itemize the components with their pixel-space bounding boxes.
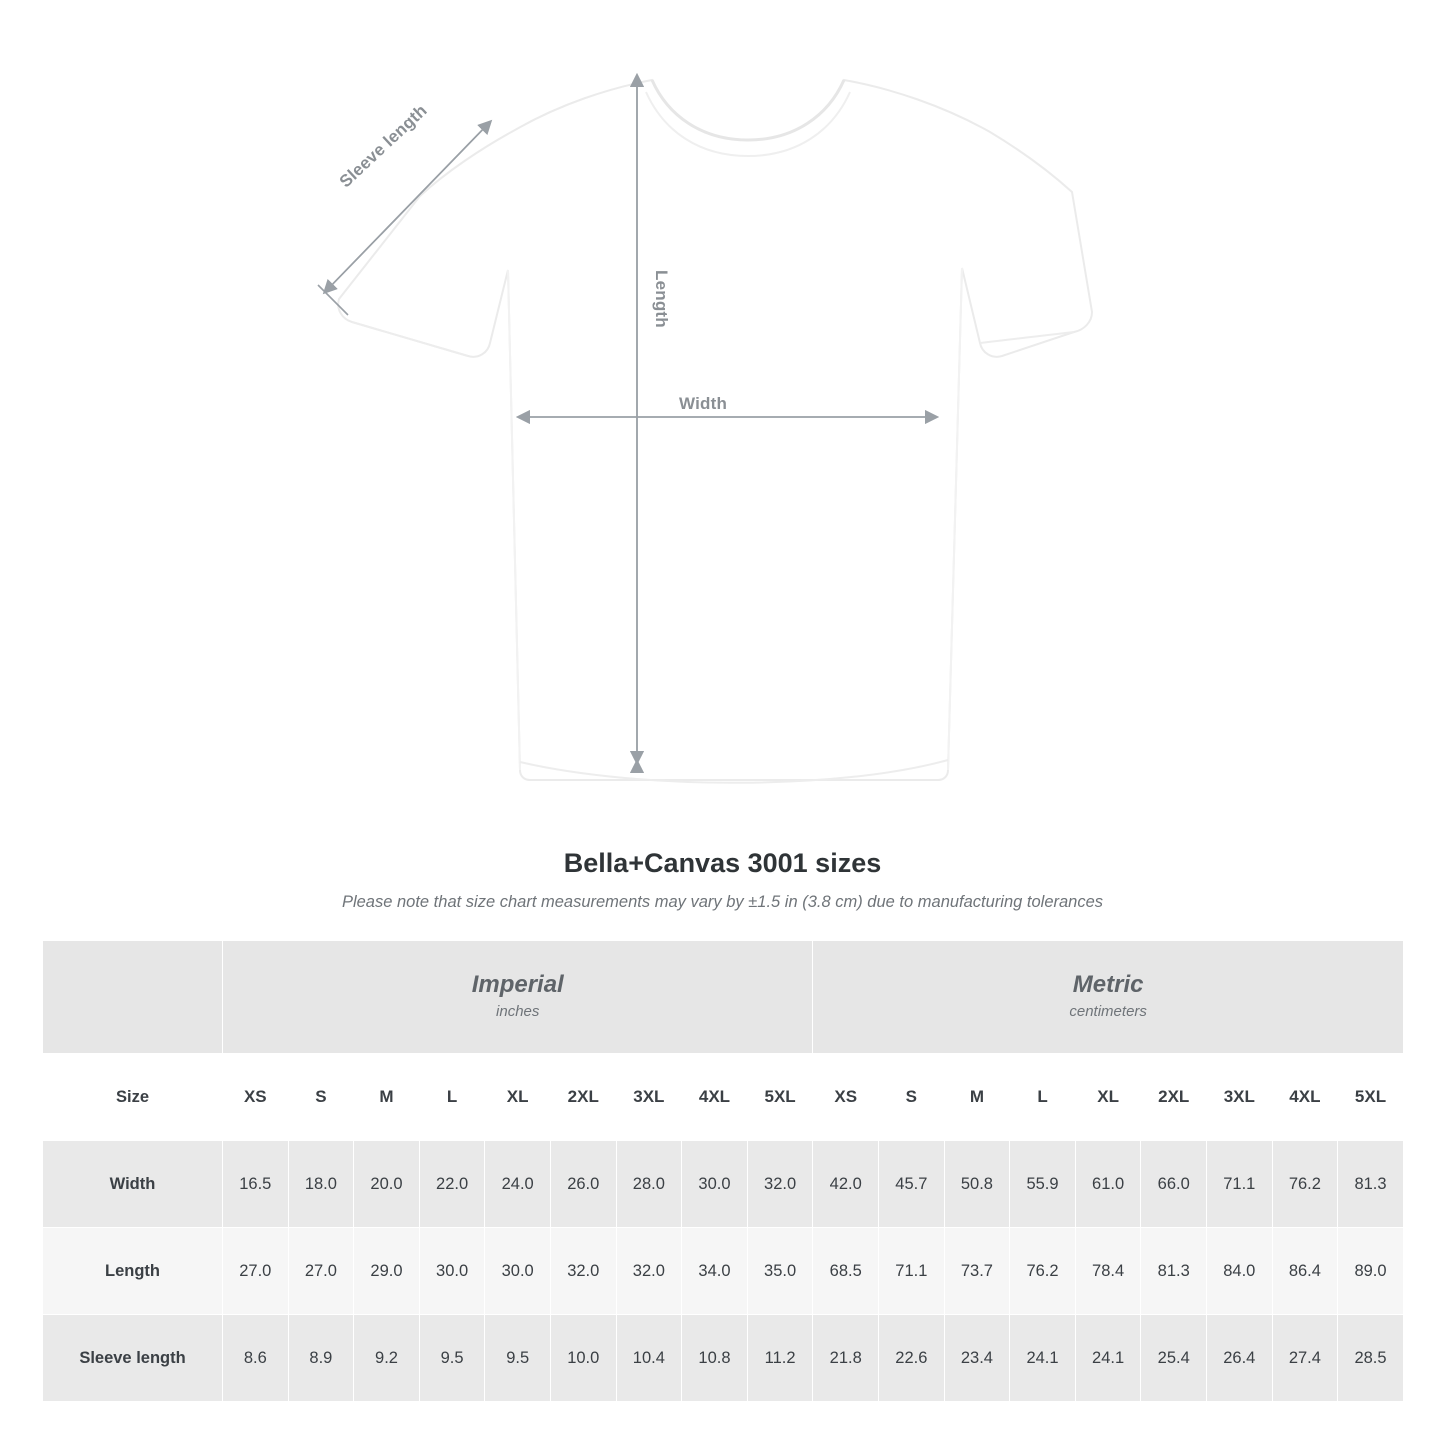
- measurement-value: 25.4: [1141, 1315, 1207, 1402]
- width-label: Width: [673, 392, 733, 416]
- size-column-header: M: [944, 1054, 1010, 1141]
- unit-header-spacer: [43, 941, 223, 1054]
- table-row: [43, 1141, 1404, 1228]
- measurement-row-label: Width: [43, 1141, 223, 1228]
- size-chart-table: [42, 940, 1404, 1402]
- size-header-row: [43, 1054, 1404, 1141]
- measurement-value: 45.7: [879, 1141, 945, 1228]
- measurement-value: 61.0: [1075, 1141, 1141, 1228]
- measurement-value: 32.0: [616, 1228, 682, 1315]
- measurement-value: 68.5: [813, 1228, 879, 1315]
- measurement-value: 27.0: [223, 1228, 289, 1315]
- measurement-value: 76.2: [1010, 1228, 1076, 1315]
- measurement-value: 30.0: [682, 1141, 748, 1228]
- size-column-header: 2XL: [550, 1054, 616, 1141]
- measurement-value: 24.1: [1075, 1315, 1141, 1402]
- measurement-value: 81.3: [1141, 1228, 1207, 1315]
- size-column-header: M: [354, 1054, 420, 1141]
- measurement-value: 10.4: [616, 1315, 682, 1402]
- measurement-value: 71.1: [1207, 1141, 1273, 1228]
- measurement-value: 22.6: [879, 1315, 945, 1402]
- measurement-row-label: Length: [43, 1228, 223, 1315]
- measurement-value: 23.4: [944, 1315, 1010, 1402]
- size-column-header: XS: [223, 1054, 289, 1141]
- measurement-value: 66.0: [1141, 1141, 1207, 1228]
- measurement-value: 81.3: [1338, 1141, 1404, 1228]
- size-column-header: L: [419, 1054, 485, 1141]
- size-column-header: XL: [1075, 1054, 1141, 1141]
- measurement-value: 26.0: [550, 1141, 616, 1228]
- measurement-value: 34.0: [682, 1228, 748, 1315]
- size-column-header: 5XL: [1338, 1054, 1404, 1141]
- measurement-value: 10.0: [550, 1315, 616, 1402]
- table-row: [43, 1315, 1404, 1402]
- size-row-label: Size: [43, 1054, 223, 1141]
- size-chart-table-wrapper: [42, 940, 1403, 1402]
- measurement-value: 9.2: [354, 1315, 420, 1402]
- measurement-value: 30.0: [419, 1228, 485, 1315]
- measurement-value: 32.0: [747, 1141, 813, 1228]
- measurement-value: 9.5: [485, 1315, 551, 1402]
- size-column-header: XS: [813, 1054, 879, 1141]
- size-column-header: L: [1010, 1054, 1076, 1141]
- table-row: [43, 1228, 1404, 1315]
- measurement-value: 24.1: [1010, 1315, 1076, 1402]
- metric-name: Metric: [1072, 971, 1144, 998]
- measurement-value: 89.0: [1338, 1228, 1404, 1315]
- measurement-value: 32.0: [550, 1228, 616, 1315]
- measurement-row-label: Sleeve length: [43, 1315, 223, 1402]
- size-column-header: S: [288, 1054, 354, 1141]
- measurement-value: 55.9: [1010, 1141, 1076, 1228]
- size-column-header: 3XL: [616, 1054, 682, 1141]
- size-column-header: 4XL: [1272, 1054, 1338, 1141]
- unit-header-metric: [813, 941, 1403, 1054]
- measurement-value: 78.4: [1075, 1228, 1141, 1315]
- size-column-header: 4XL: [682, 1054, 748, 1141]
- measurement-value: 35.0: [747, 1228, 813, 1315]
- measurement-value: 26.4: [1207, 1315, 1273, 1402]
- size-column-header: XL: [485, 1054, 551, 1141]
- measurement-value: 21.8: [813, 1315, 879, 1402]
- measurement-value: 84.0: [1207, 1228, 1273, 1315]
- tolerance-note: Please note that size chart measurements may vary by ±1.5 in (3.8 cm) due to manufacturing tolerances: [341, 893, 1104, 911]
- measurement-value: 8.9: [288, 1315, 354, 1402]
- measurement-value: 29.0: [354, 1228, 420, 1315]
- measurement-value: 27.4: [1272, 1315, 1338, 1402]
- measurement-value: 11.2: [747, 1315, 813, 1402]
- size-column-header: 3XL: [1207, 1054, 1273, 1141]
- measurement-value: 9.5: [419, 1315, 485, 1402]
- measurement-value: 73.7: [944, 1228, 1010, 1315]
- imperial-sub: inches: [496, 1003, 540, 1020]
- unit-header-row: [43, 941, 1404, 1054]
- imperial-name: Imperial: [471, 971, 564, 998]
- size-column-header: S: [879, 1054, 945, 1141]
- measurement-value: 30.0: [485, 1228, 551, 1315]
- title-block: [0, 848, 1445, 912]
- measurement-value: 20.0: [354, 1141, 420, 1228]
- size-column-header: 5XL: [747, 1054, 813, 1141]
- metric-sub: centimeters: [1069, 1003, 1147, 1020]
- measurement-value: 24.0: [485, 1141, 551, 1228]
- measurement-value: 71.1: [879, 1228, 945, 1315]
- sleeve-length-label: Sleeve length: [330, 95, 437, 197]
- measurement-value: 76.2: [1272, 1141, 1338, 1228]
- measurement-value: 27.0: [288, 1228, 354, 1315]
- measurement-value: 42.0: [813, 1141, 879, 1228]
- measurement-value: 28.0: [616, 1141, 682, 1228]
- measurement-value: 86.4: [1272, 1228, 1338, 1315]
- size-column-header: 2XL: [1141, 1054, 1207, 1141]
- measurement-value: 18.0: [288, 1141, 354, 1228]
- page-title: Bella+Canvas 3001 sizes: [563, 848, 882, 878]
- measurement-value: 16.5: [223, 1141, 289, 1228]
- measurement-value: 28.5: [1338, 1315, 1404, 1402]
- measurement-value: 8.6: [223, 1315, 289, 1402]
- measurement-value: 50.8: [944, 1141, 1010, 1228]
- length-label: Length: [645, 268, 677, 330]
- measurement-value: 10.8: [682, 1315, 748, 1402]
- unit-header-imperial: [223, 941, 813, 1054]
- measurement-value: 22.0: [419, 1141, 485, 1228]
